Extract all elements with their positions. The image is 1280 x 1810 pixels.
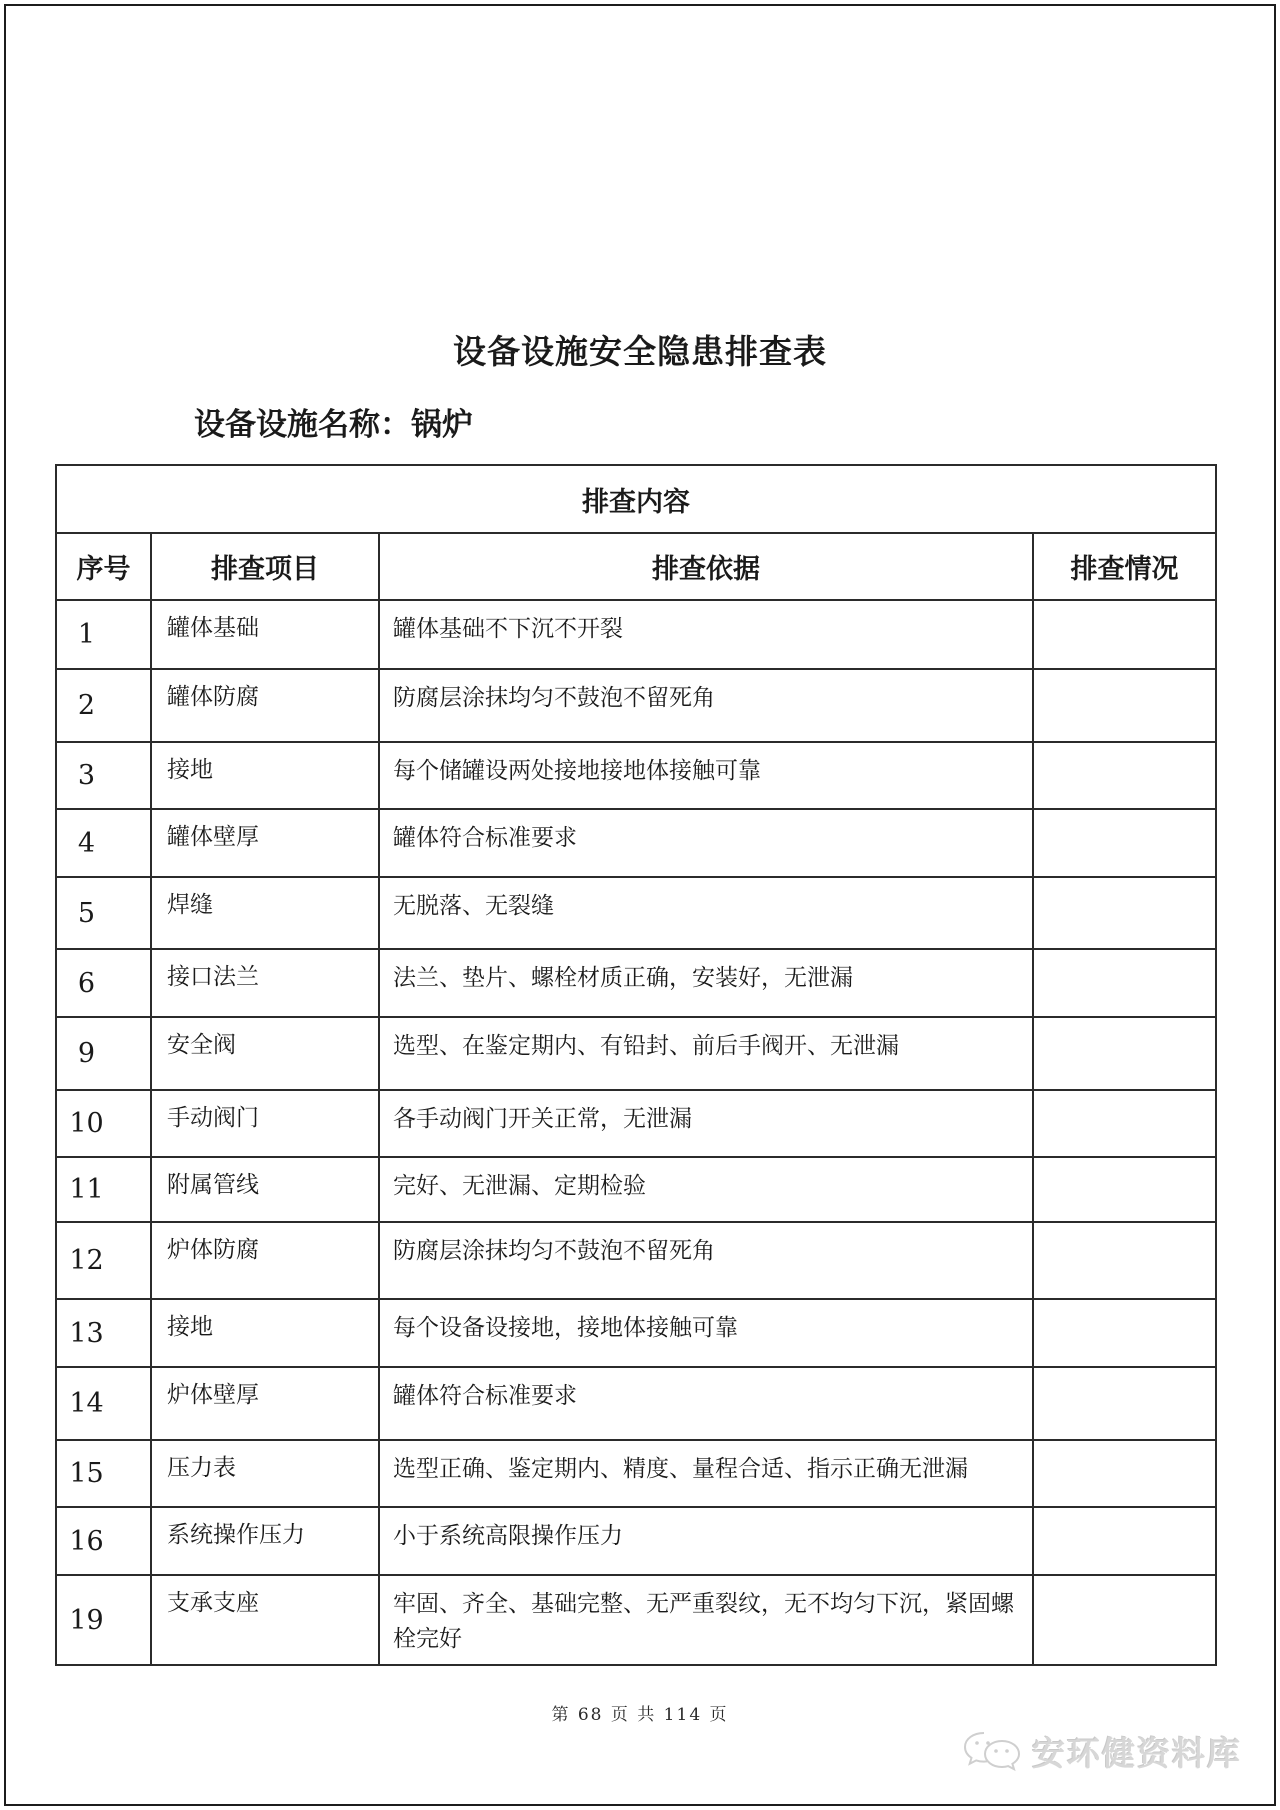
column-header-row [56,533,1216,600]
inspection-basis-cell: 罐体基础不下沉不开裂 [379,600,1033,669]
row-number-cell: 19 [56,1575,151,1665]
inspection-status-cell [1033,809,1216,877]
inspection-status-cell [1033,600,1216,669]
inspection-item-cell: 接地 [151,742,379,809]
page-footer: 第 68 页 共 114 页 [551,1705,729,1725]
inspection-basis-cell: 防腐层涂抹均匀不鼓泡不留死角 [379,1222,1033,1299]
inspection-basis-cell: 罐体符合标准要求 [379,1367,1033,1440]
table-row [56,1222,1216,1299]
inspection-status-cell [1033,1575,1216,1665]
table-row [56,1157,1216,1222]
inspection-table [55,464,1217,1666]
row-number-cell: 14 [56,1367,151,1440]
table-row [56,1299,1216,1367]
inspection-status-cell [1033,742,1216,809]
table-row [56,1090,1216,1157]
inspection-basis-cell: 选型正确、鉴定期内、精度、量程合适、指示正确无泄漏 [379,1440,1033,1507]
row-number-cell: 5 [56,877,151,949]
row-number-cell: 11 [56,1157,151,1222]
section-header-cell: 排查内容 [56,465,1216,533]
inspection-basis-cell: 完好、无泄漏、定期检验 [379,1157,1033,1222]
row-number-cell: 16 [56,1507,151,1575]
table-body [56,600,1216,1665]
inspection-status-cell [1033,1157,1216,1222]
inspection-item-cell: 系统操作压力 [151,1507,379,1575]
inspection-basis-cell: 罐体符合标准要求 [379,809,1033,877]
inspection-status-cell [1033,877,1216,949]
inspection-item-cell: 接地 [151,1299,379,1367]
inspection-basis-cell: 每个设备设接地，接地体接触可靠 [379,1299,1033,1367]
inspection-status-cell [1033,949,1216,1017]
row-number-cell: 1 [56,600,151,669]
row-number-cell: 10 [56,1090,151,1157]
table-row [56,1440,1216,1507]
table-row [56,1507,1216,1575]
inspection-status-cell [1033,669,1216,742]
inspection-item-cell: 焊缝 [151,877,379,949]
row-number-cell: 9 [56,1017,151,1090]
page-title: 设备设施安全隐患排查表 [453,332,827,371]
inspection-basis-cell: 各手动阀门开关正常，无泄漏 [379,1090,1033,1157]
inspection-status-cell [1033,1017,1216,1090]
table-row [56,1367,1216,1440]
wechat-logo-icon [962,1729,1024,1775]
table-row [56,1017,1216,1090]
row-number-cell: 6 [56,949,151,1017]
inspection-item-cell: 压力表 [151,1440,379,1507]
watermark-text: 安环健资料库 [1032,1734,1242,1773]
row-number-cell: 12 [56,1222,151,1299]
inspection-item-cell: 安全阀 [151,1017,379,1090]
column-header-basis: 排查依据 [379,533,1033,600]
watermark [962,1728,1242,1775]
inspection-item-cell: 附属管线 [151,1157,379,1222]
inspection-item-cell: 支承支座 [151,1575,379,1665]
section-header-row [56,465,1216,533]
column-header-no: 序号 [56,533,151,600]
inspection-status-cell [1033,1090,1216,1157]
table-row [56,949,1216,1017]
row-number-cell: 3 [56,742,151,809]
inspection-status-cell [1033,1507,1216,1575]
inspection-basis-cell: 牢固、齐全、基础完整、无严重裂纹，无不均匀下沉，紧固螺栓完好 [379,1575,1033,1665]
table-row [56,877,1216,949]
row-number-cell: 13 [56,1299,151,1367]
equipment-name-label: 设备设施名称：锅炉 [194,407,473,443]
inspection-basis-cell: 法兰、垫片、螺栓材质正确，安装好，无泄漏 [379,949,1033,1017]
inspection-status-cell [1033,1367,1216,1440]
row-number-cell: 15 [56,1440,151,1507]
inspection-status-cell [1033,1299,1216,1367]
inspection-item-cell: 手动阀门 [151,1090,379,1157]
inspection-item-cell: 接口法兰 [151,949,379,1017]
inspection-basis-cell: 选型、在鉴定期内、有铅封、前后手阀开、无泄漏 [379,1017,1033,1090]
inspection-basis-cell: 小于系统高限操作压力 [379,1507,1033,1575]
inspection-status-cell [1033,1440,1216,1507]
table-row [56,669,1216,742]
inspection-basis-cell: 防腐层涂抹均匀不鼓泡不留死角 [379,669,1033,742]
row-number-cell: 2 [56,669,151,742]
inspection-item-cell: 炉体壁厚 [151,1367,379,1440]
table-row [56,809,1216,877]
inspection-item-cell: 罐体防腐 [151,669,379,742]
row-number-cell: 4 [56,809,151,877]
inspection-status-cell [1033,1222,1216,1299]
table-row [56,1575,1216,1665]
table-row [56,600,1216,669]
inspection-item-cell: 罐体基础 [151,600,379,669]
inspection-item-cell: 罐体壁厚 [151,809,379,877]
column-header-status: 排查情况 [1033,533,1216,600]
inspection-basis-cell: 无脱落、无裂缝 [379,877,1033,949]
column-header-item: 排查项目 [151,533,379,600]
inspection-item-cell: 炉体防腐 [151,1222,379,1299]
inspection-basis-cell: 每个储罐设两处接地接地体接触可靠 [379,742,1033,809]
table-row [56,742,1216,809]
